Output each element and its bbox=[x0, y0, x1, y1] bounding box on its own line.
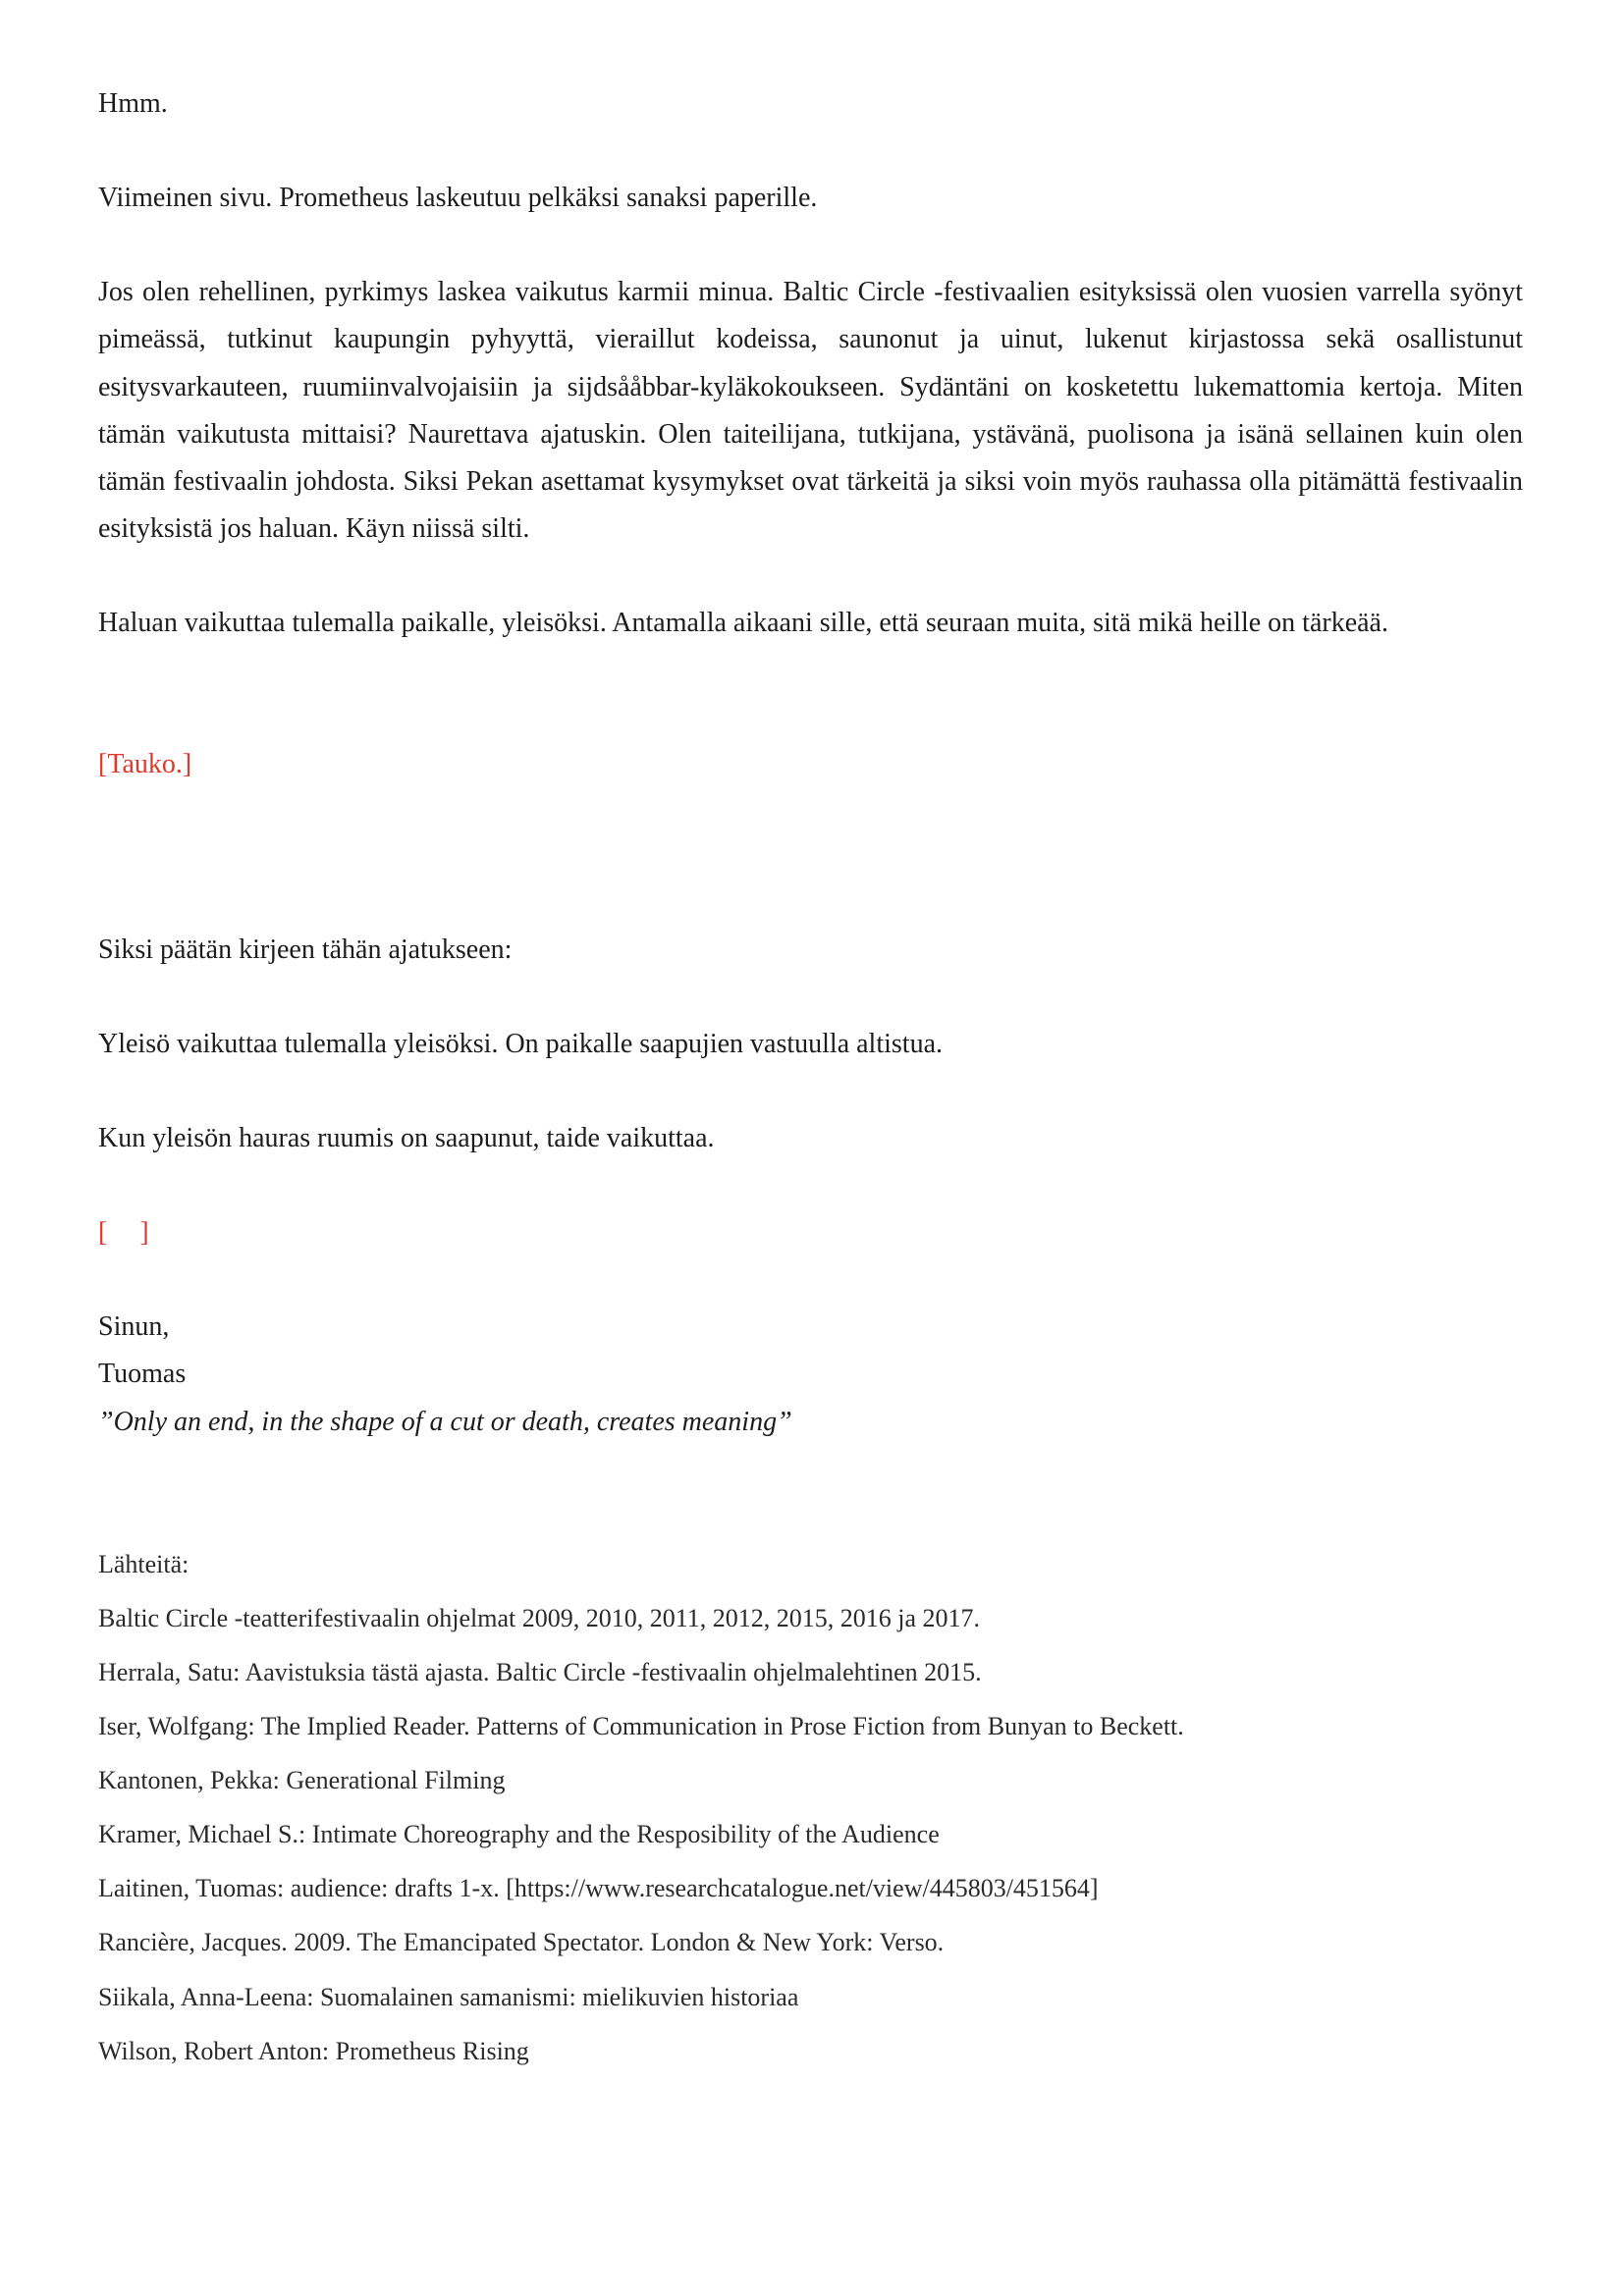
source-item: Baltic Circle -teatterifestivaalin ohjelmat 2009, 2010, 2011, 2012, 2015, 2016 ja 2017. bbox=[98, 1603, 981, 1632]
paragraph-fragile-body: Kun yleisön hauras ruumis on saapunut, taide vaikuttaa. bbox=[98, 1122, 715, 1153]
source-item: Laitinen, Tuomas: audience: drafts 1-x. [https://www.researchcatalogue.net/view/445803/451564] bbox=[98, 1874, 1099, 1903]
sources-heading: Lähteitä: bbox=[98, 1549, 189, 1578]
pause-marker: [Tauko.] bbox=[98, 749, 192, 780]
source-item: Iser, Wolfgang: The Implied Reader. Patterns of Communication in Prose Fiction from Bunyan to Beckett. bbox=[98, 1711, 1184, 1740]
source-item: Siikala, Anna-Leena: Suomalainen samanismi: mielikuvien historiaa bbox=[98, 1982, 799, 2011]
paragraph-honest: Jos olen rehellinen, pyrkimys laskea vaikutus karmii minua. Baltic Circle -festivaalien esityksissä olen vuosien varrella syönyt pimeässä, tutkinut kaupungin pyhyyttä, vieraillut kodeissa, saunonut ja uinut, lukenut kirjastossa sekä osallistunut esitysvarkauteen, ruumiinvalvojaisiin ja sijdsååbbar-kyläkokoukseen. Sydäntäni on kosketettu lukemattomia kertoja. Miten tämän vaikutusta mittaisi? Naurettava ajatuskin. Olen taiteilijana, tutkijana, ystävänä, puolisona ja isänä sellainen kuin olen tämän festivaalin johdosta. Siksi Pekan asettamat kysymykset ovat tärkeitä ja siksi voin myös rauhassa olla pitämättä festivaalin esityksistä jos haluan. Käyn niissä silti. bbox=[98, 277, 1523, 545]
paragraph-audience: Yleisö vaikuttaa tulemalla yleisöksi. On paikalle saapujien vastuulla altistua. bbox=[98, 1028, 944, 1059]
signoff-yours: Sinun, bbox=[98, 1311, 170, 1343]
paragraph-therefore: Siksi päätän kirjeen tähän ajatukseen: bbox=[98, 934, 513, 965]
source-item: Wilson, Robert Anton: Prometheus Rising bbox=[98, 2036, 529, 2065]
signoff-block bbox=[98, 1304, 1523, 1445]
sources-section bbox=[98, 1544, 1523, 2072]
paragraph-last-page: Viimeinen sivu. Prometheus laskeutuu pelkäksi sanaksi paperille. bbox=[98, 183, 818, 214]
source-item: Kantonen, Pekka: Generational Filming bbox=[98, 1766, 506, 1795]
source-item: Kramer, Michael S.: Intimate Choreography and the Resposibility of the Audience bbox=[98, 1820, 940, 1849]
empty-bracket-marker: [ ] bbox=[98, 1217, 150, 1249]
paragraph-influence: Haluan vaikuttaa tulemalla paikalle, yleisöksi. Antamalla aikaani sille, että seuraan muita, sitä mikä heille on tärkeää. bbox=[98, 608, 1388, 639]
source-item: Rancière, Jacques. 2009. The Emancipated Spectator. London & New York: Verso. bbox=[98, 1928, 945, 1957]
paragraph-hmm: Hmm. bbox=[98, 88, 168, 119]
source-item: Herrala, Satu: Aavistuksia tästä ajasta. Baltic Circle -festivaalin ohjelmalehtinen 2015. bbox=[98, 1657, 982, 1686]
signoff-name: Tuomas bbox=[98, 1359, 187, 1390]
closing-quote: ”Only an end, in the shape of a cut or death, creates meaning” bbox=[98, 1406, 792, 1437]
